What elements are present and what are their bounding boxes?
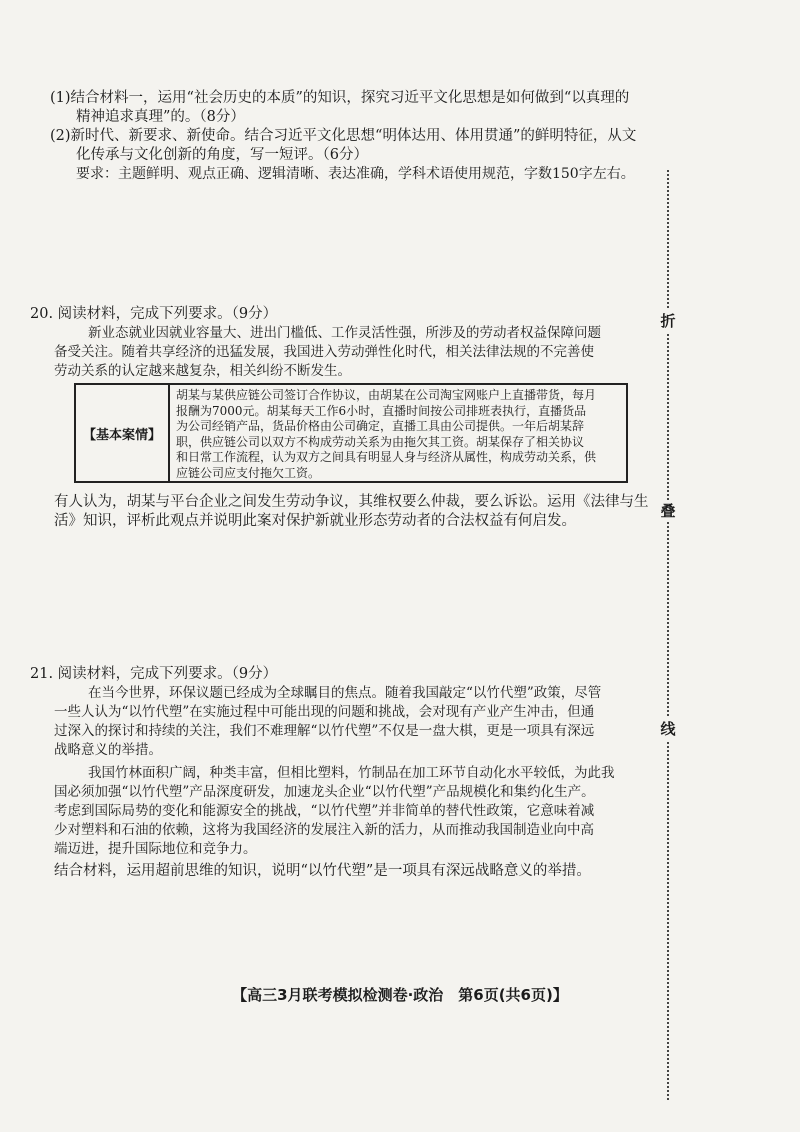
fold-label: 折 [657, 310, 679, 332]
case-line: 胡某与某供应链公司签订合作协议，由胡某在公司淘宝网账户上直播带货，每月 [176, 388, 597, 402]
q21-para1-line: 在当今世界，环保议题已经成为全球瞩目的焦点。随着我国敲定“以竹代塑”政策，尽管 [88, 685, 602, 701]
q21-para2-line: 国必须加强“以竹代塑”产品深度研发，加速龙头企业“以竹代塑”产品规模化和集约化生产。 [54, 784, 595, 800]
stack-label: 叠 [657, 500, 679, 522]
q21-title: 21. 阅读材料，完成下列要求。（9分） [30, 666, 278, 682]
case-line: 报酬为7000元。胡某每天工作6小时，直播时间按公司排班表执行，直播货品 [176, 403, 587, 418]
q19-line: 精神追求真理”的。（8分） [76, 109, 245, 125]
case-text [176, 388, 620, 482]
case-table [74, 383, 628, 483]
q21-question: 结合材料，运用超前思维的知识，说明“以竹代塑”是一项具有深远战略意义的举措。 [54, 863, 591, 879]
page-footer: 【高三3月联考模拟检测卷·政治 第6页(共6页)】 [232, 986, 568, 1004]
case-label: 【基本案情】 [76, 385, 170, 481]
q20-question-line: 活》知识，评析此观点并说明此案对保护新就业形态劳动者的合法权益有何启发。 [54, 513, 576, 529]
q19-line: (2)新时代、新要求、新使命。结合习近平文化思想“明体达用、体用贯通”的鲜明特征，从文 [50, 128, 637, 144]
case-line: 为公司经销产品，货品价格由公司确定，直播工具由公司提供。一年后胡某辞 [176, 419, 585, 434]
q21-para1-line: 战略意义的举措。 [54, 742, 162, 758]
q20-para-line: 备受关注。随着共享经济的迅猛发展，我国进入劳动弹性化时代，相关法律法规的不完善使 [54, 344, 594, 360]
q20-question-line: 有人认为，胡某与平台企业之间发生劳动争议，其维权要么仲裁，要么诉讼。运用《法律与生 [54, 494, 649, 510]
q21-para2-line: 少对塑料和石油的依赖，这将为我国经济的发展注入新的活力，从而推动我国制造业向中高 [54, 822, 594, 838]
q19-requirement: 要求：主题鲜明、观点正确、逻辑清晰、表达准确，学科术语使用规范，字数150字左右。 [76, 166, 635, 182]
q21-para2-line: 考虑到国际局势的变化和能源安全的挑战，“以竹代塑”并非简单的替代性政策，它意味着减 [54, 803, 595, 819]
q21-para1-line: 过深入的探讨和持续的关注，我们不难理解“以竹代塑”不仅是一盘大棋，更是一项具有深远 [54, 723, 595, 739]
q19-line: 化传承与文化创新的角度，写一短评。（6分） [76, 147, 368, 163]
q20-para-line: 劳动关系的认定越来越复杂，相关纠纷不断发生。 [54, 363, 351, 379]
case-line: 和日常工作流程，认为双方之间具有明显人身与经济从属性，构成劳动关系，供 [176, 450, 597, 465]
q19-line: (1)结合材料一，运用“社会历史的本质”的知识，探究习近平文化思想是如何做到“以真理的 [50, 90, 630, 106]
q21-para2-line: 我国竹林面积广阔，种类丰富，但相比塑料，竹制品在加工环节自动化水平较低，为此我 [88, 765, 615, 781]
case-line: 应链公司应支付拖欠工资。 [176, 465, 321, 480]
q20-para-line: 新业态就业因就业容量大、进出门槛低、工作灵活性强，所涉及的劳动者权益保障问题 [88, 325, 601, 341]
q21-para1-line: 一些人认为“以竹代塑”在实施过程中可能出现的问题和挑战，会对现有产业产生冲击，但通 [54, 704, 595, 720]
line-label: 线 [657, 718, 679, 740]
q20-title: 20. 阅读材料，完成下列要求。（9分） [30, 306, 278, 322]
q21-para2-line: 端迈进，提升国际地位和竞争力。 [54, 841, 257, 857]
case-line: 职，供应链公司以双方不构成劳动关系为由拖欠其工资。胡某保存了相关协议 [176, 434, 585, 449]
